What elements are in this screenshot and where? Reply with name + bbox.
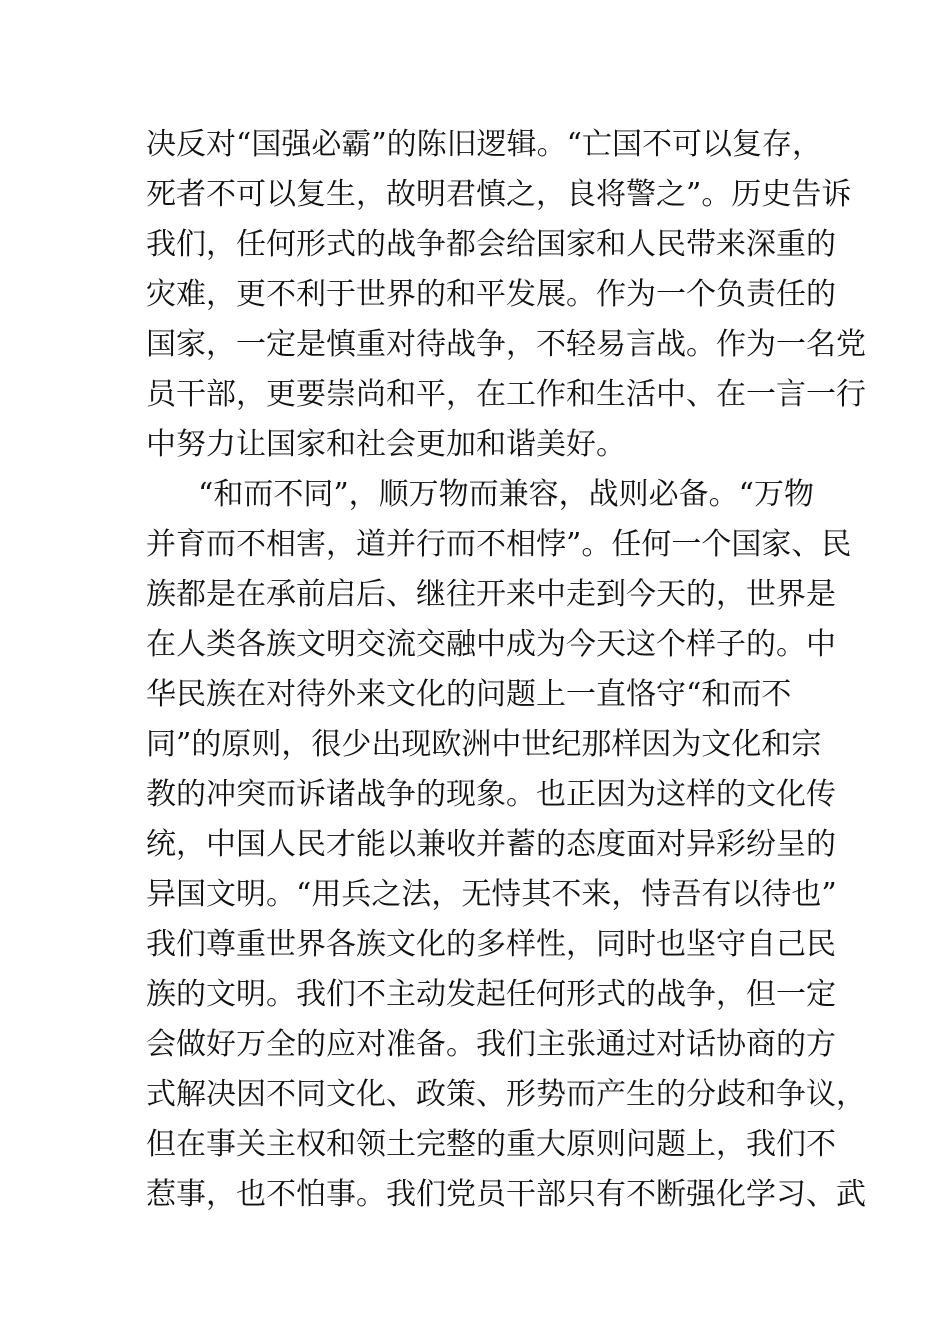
text-line: 但在事关主权和领土完整的重大原则问题上，我们不 [146, 1127, 836, 1162]
text-line: 我们尊重世界各族文化的多样性，同时也坚守自己民 [146, 927, 836, 962]
text-line: 死者不可以复生，故明君慎之，良将警之”。历史告诉 [146, 177, 852, 212]
text-line: 异国文明。“用兵之法，无恃其不来，恃吾有以待也” [146, 877, 837, 912]
text-line: 惹事，也不怕事。我们党员干部只有不断强化学习、武 [146, 1177, 866, 1212]
text-line: 中努力让国家和社会更加和谐美好。 [146, 427, 626, 462]
text-line: 我们，任何形式的战争都会给国家和人民带来深重的 [146, 227, 836, 262]
text-line: 员干部，更要崇尚和平，在工作和生活中、在一言一行 [146, 377, 866, 412]
text-line: 族都是在承前启后、继往开来中走到今天的，世界是 [146, 577, 836, 612]
text-line: 在人类各族文明交流交融中成为今天这个样子的。中 [146, 627, 836, 662]
text-line: 式解决因不同文化、政策、形势而产生的分歧和争议， [146, 1077, 866, 1112]
text-line: 同”的原则，很少出现欧洲中世纪那样因为文化和宗 [146, 727, 822, 762]
body-text [146, 120, 866, 1220]
text-line: 会做好万全的应对准备。我们主张通过对话协商的方 [146, 1027, 836, 1062]
text-line: 统，中国人民才能以兼收并蓄的态度面对异彩纷呈的 [146, 827, 836, 862]
text-line: 并育而不相害，道并行而不相悖”。任何一个国家、民 [146, 527, 852, 562]
text-line: 灾难，更不利于世界的和平发展。作为一个负责任的 [146, 277, 836, 312]
text-line: 决反对“国强必霸”的陈旧逻辑。“亡国不可以复存， [146, 127, 823, 162]
text-line: 华民族在对待外来文化的问题上一直恪守“和而不 [146, 677, 792, 712]
text-line: 教的冲突而诉诸战争的现象。也正因为这样的文化传 [146, 777, 836, 812]
text-line: 族的文明。我们不主动发起任何形式的战争，但一定 [146, 977, 836, 1012]
paragraph-first-line: “和而不同”，顺万物而兼容，战则必备。“万物 [198, 477, 815, 512]
text-line: 国家，一定是慎重对待战争，不轻易言战。作为一名党 [146, 327, 866, 362]
